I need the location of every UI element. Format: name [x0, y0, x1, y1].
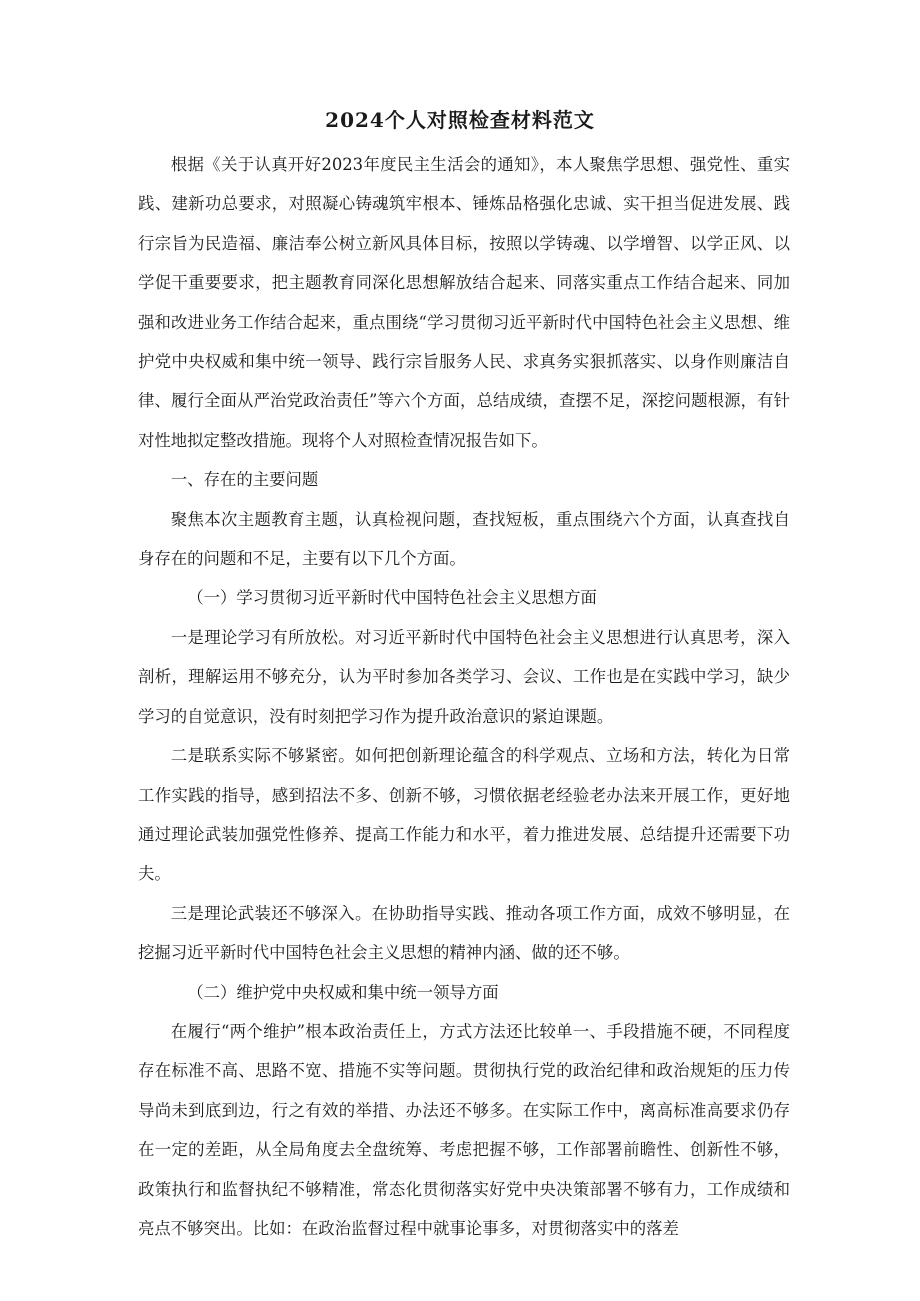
paragraph-intro: 根据《关于认真开好2023年度民主生活会的通知》，本人聚焦学思想、强党性、重实践、建新功总要求，对照凝心铸魂筑牢根本、锤炼品格强化忠诚、实干担当促进发展、践行宗旨为民造福、廉洁奉公树立新风具体目标，按照以学铸魂、以学增智、以学正风、以学促干重要要求，把主题教育同深化思想解放结合起来、同落实重点工作结合起来、同加强和改进业务工作结合起来，重点围绕“学习贯彻习近平新时代中国特色社会主义思想、维护党中央权威和集中统一领导、践行宗旨服务人民、求真务实狠抓落实、以身作则廉洁自律、履行全面从严治党政治责任”等六个方面，总结成绩，查摆不足，深挖问题根源，有针对性地拟定整改措施。现将个人对照检查情况报告如下。 [138, 155, 790, 450]
subsection-heading-central-authority: （二）维护党中央权威和集中统一领导方面 [187, 982, 499, 1002]
paragraph-point-three: 三是理论武装还不够深入。在协助指导实践、推动各项工作方面，成效不够明显，在挖掘习近平新时代中国特色社会主义思想的精神内涵、做的还不够。 [138, 903, 790, 963]
subsection-heading-theory-study: （一）学习贯彻习近平新时代中国特色社会主义思想方面 [187, 588, 597, 608]
paragraph-central-authority: 在履行“两个维护”根本政治责任上，方式方法还比较单一、手段措施不硬，不同程度存在标准不高、思路不宽、措施不实等问题。贯彻执行党的政治纪律和政治规矩的压力传导尚未到底到边，行之有效的举措、办法还不够多。在实际工作中，离高标准高要求仍存在一定的差距，从全局角度去全盘统筹、考虑把握不够，工作部署前瞻性、创新性不够，政策执行和监督执纪不够精准，常态化贯彻落实好党中央决策部署不够有力，工作成绩和亮点不够突出。比如：在政治监督过程中就事论事多，对贯彻落实中的落差 [138, 1021, 790, 1238]
document-body [138, 145, 790, 1248]
section-heading-main-problems: 一、存在的主要问题 [170, 470, 319, 490]
paragraph-problems-overview: 聚焦本次主题教育主题，认真检视问题，查找短板，重点围绕六个方面，认真查找自身存在的问题和不足，主要有以下几个方面。 [138, 509, 790, 569]
paragraph-point-one: 一是理论学习有所放松。对习近平新时代中国特色社会主义思想进行认真思考，深入剖析，理解运用不够充分，认为平时参加各类学习、会议、工作也是在实践中学习，缺少学习的自觉意识，没有时刻把学习作为提升政治意识的紧迫课题。 [138, 627, 790, 726]
paragraph-point-two: 二是联系实际不够紧密。如何把创新理论蕴含的科学观点、立场和方法，转化为日常工作实践的指导，感到招法不多、创新不够，习惯依据老经验老办法来开展工作，更好地通过理论武装加强党性修养、提高工作能力和水平，着力推进发展、总结提升还需要下功夫。 [138, 746, 790, 884]
document-title: 2024个人对照检查材料范文 [325, 108, 595, 132]
